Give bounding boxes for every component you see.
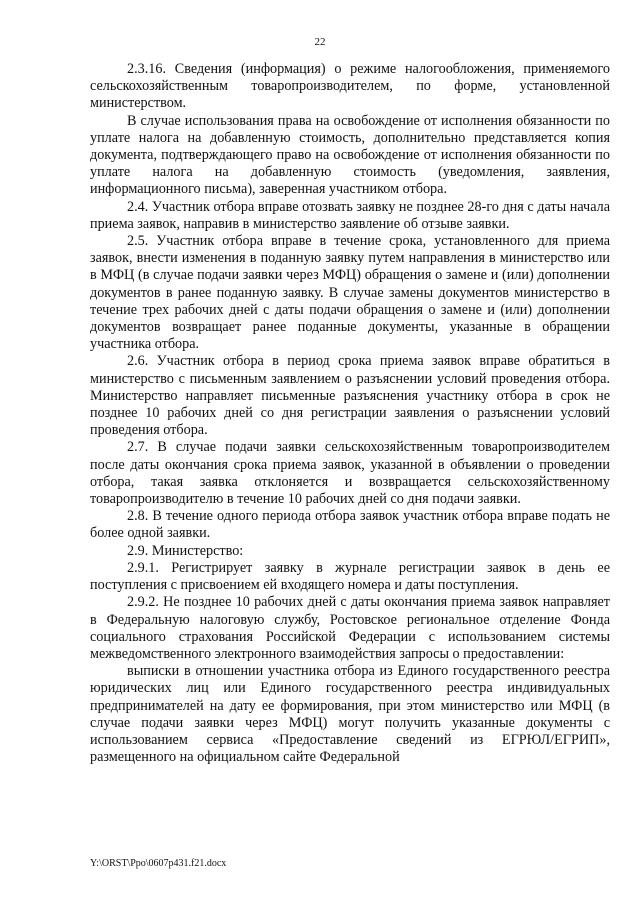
- paragraph-2-3-16: 2.3.16. Сведения (информация) о режиме налогообложения, применяемого сельскохозяйственным товаропроизводителем, по форме, установленной министерством.: [90, 61, 610, 112]
- paragraph-registry-extract: выписки в отношении участника отбора из Единого государственного реестра юридических лиц или Единого государственного реестра индивидуальных предпринимателей на дату ее формирования, при этом министерство или МФЦ (в случае подачи заявки через МФЦ) могут получить указанные документы с использованием сервиса «Предоставление сведений из ЕГРЮЛ/ЕГРИП», размещенного на официальном сайте Федеральной: [90, 663, 610, 766]
- paragraph-2-7: 2.7. В случае подачи заявки сельскохозяйственным товаропроизводителем после даты окончания срока приема заявок, указанной в объявлении о проведении отбора, такая заявка отклоняется и возвращается сельскохозяйственному товаропроизводителю в течение 10 рабочих дней со дня подачи заявки.: [90, 439, 610, 508]
- document-body: [90, 61, 610, 766]
- paragraph-2-5: 2.5. Участник отбора вправе в течение срока, установленного для приема заявок, внести изменения в поданную заявку путем направления в министерство или в МФЦ (в случае подачи заявки через МФЦ) обращения о замене и (или) дополнении документов в ранее поданную заявку. В случае замены документов министерство в течение трех рабочих дней с даты подачи обращения о замене и (или) дополнении документов возвращает ранее поданные документы, указанные в обращении участника отбора.: [90, 233, 610, 353]
- page-number: 22: [314, 36, 326, 48]
- paragraph-vat-exemption: В случае использования права на освобождение от исполнения обязанности по уплате налога на добавленную стоимость, дополнительно представляется копия документа, подтверждающего право на освобождение от исполнения обязанности по уплате налога на добавленную стоимость (уведомления, заявления, информационного письма), заверенная участником отбора.: [90, 112, 610, 198]
- file-path-footer: Y:\ORST\Ppo\0607p431.f21.docx: [90, 858, 227, 869]
- paragraph-2-4: 2.4. Участник отбора вправе отозвать заявку не позднее 28-го дня с даты начала приема заявок, направив в министерство заявление об отзыве заявки.: [90, 198, 610, 232]
- paragraph-2-9-1: 2.9.1. Регистрирует заявку в журнале регистрации заявок в день ее поступления с присвоением ей входящего номера и даты поступления.: [90, 559, 610, 594]
- paragraph-2-6: 2.6. Участник отбора в период срока приема заявок вправе обратиться в министерство с письменным заявлением о разъяснении условий проведения отбора. Министерство направляет письменные разъяснения участнику отбора в срок не позднее 10 рабочих дней со дня регистрации заявления о разъяснении условий проведения отбора.: [90, 353, 610, 439]
- paragraph-2-8: 2.8. В течение одного периода отбора заявок участник отбора вправе подать не более одной заявки.: [90, 508, 610, 542]
- paragraph-2-9-2: 2.9.2. Не позднее 10 рабочих дней с даты окончания приема заявок направляет в Федеральную налоговую службу, Ростовское региональное отделение Фонда социального страхования Российской Федерации с использованием системы межведомственного электронного взаимодействия запросы о предоставлении:: [90, 594, 610, 662]
- paragraph-2-9: 2.9. Министерство:: [127, 542, 244, 559]
